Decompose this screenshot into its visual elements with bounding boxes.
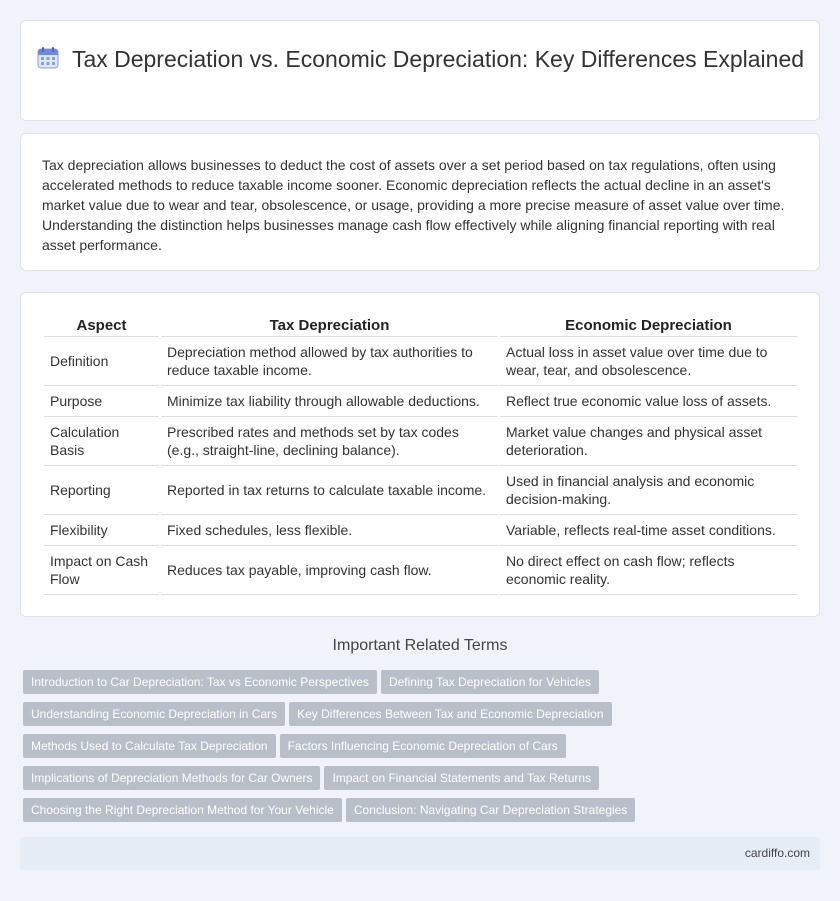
cell-economic: Variable, reflects real-time asset conditions. [500,515,797,546]
cell-economic: No direct effect on cash flow; reflects economic reality. [500,546,797,595]
tag-row [23,702,823,734]
cell-tax: Minimize tax liability through allowable deductions. [161,386,498,417]
page-title-wrap [21,45,819,74]
tag-row [23,766,823,798]
cell-aspect: Flexibility [44,515,159,546]
cell-economic: Used in financial analysis and economic decision-making. [500,466,797,515]
related-term-tag[interactable]: Introduction to Car Depreciation: Tax vs Economic Perspectives [23,670,377,694]
related-term-tag[interactable]: Choosing the Right Depreciation Method for Your Vehicle [23,798,342,822]
cell-economic: Market value changes and physical asset deterioration. [500,417,797,466]
table-row [44,417,797,466]
related-term-tag[interactable]: Conclusion: Navigating Car Depreciation Strategies [346,798,635,822]
footer-bar [20,837,820,870]
page-title: Tax Depreciation vs. Economic Depreciation: Key Differences Explained [71,46,805,72]
intro-paragraph: Tax depreciation allows businesses to deduct the cost of assets over a set period based on tax regulations, often using accelerated methods to reduce taxable income sooner. Economic depreciation reflects the actual decline in an asset's market value due to wear and tear, obsolescence, or usage, providing a more precise measure of asset value over time. Understanding the distinction helps businesses manage cash flow effectively while aligning financial reporting with real asset performance. [42,157,785,253]
cell-aspect: Calculation Basis [44,417,159,466]
cell-tax: Reduces tax payable, improving cash flow. [161,546,498,595]
cell-aspect: Impact on Cash Flow [44,546,159,595]
cell-tax: Prescribed rates and methods set by tax codes (e.g., straight-line, declining balance). [161,417,498,466]
related-term-tag[interactable]: Methods Used to Calculate Tax Depreciation [23,734,276,758]
table-row [44,546,797,595]
cell-aspect: Definition [44,337,159,386]
tag-row [23,670,823,702]
cell-tax: Depreciation method allowed by tax authorities to reduce taxable income. [161,337,498,386]
table-row [44,337,797,386]
related-term-tag[interactable]: Defining Tax Depreciation for Vehicles [381,670,599,694]
cell-aspect: Reporting [44,466,159,515]
related-term-tag[interactable]: Implications of Depreciation Methods for Car Owners [23,766,320,790]
tag-row [23,734,823,766]
comparison-card [20,292,820,617]
table-row [44,466,797,515]
calendar-icon [36,46,60,70]
header-tax-depreciation: Tax Depreciation [161,315,498,337]
intro-card [20,133,820,271]
header-aspect: Aspect [44,315,159,337]
related-term-tag[interactable]: Impact on Financial Statements and Tax Returns [324,766,599,790]
cell-aspect: Purpose [44,386,159,417]
header-economic-depreciation: Economic Depreciation [500,315,797,337]
table-header-row [44,315,797,337]
cell-tax: Fixed schedules, less flexible. [161,515,498,546]
cell-economic: Actual loss in asset value over time due to wear, tear, and obsolescence. [500,337,797,386]
tag-row [23,798,823,830]
related-term-tag[interactable]: Key Differences Between Tax and Economic Depreciation [289,702,611,726]
table-row [44,386,797,417]
table-row [44,515,797,546]
cell-economic: Reflect true economic value loss of assets. [500,386,797,417]
related-terms-list [23,670,823,830]
comparison-table [42,315,799,595]
related-term-tag[interactable]: Factors Influencing Economic Depreciation of Cars [280,734,566,758]
cell-tax: Reported in tax returns to calculate taxable income. [161,466,498,515]
related-terms-title: Important Related Terms [332,637,508,654]
related-term-tag[interactable]: Understanding Economic Depreciation in Cars [23,702,285,726]
footer-site-link[interactable]: cardiffo.com [744,846,810,860]
header-card [20,20,820,121]
